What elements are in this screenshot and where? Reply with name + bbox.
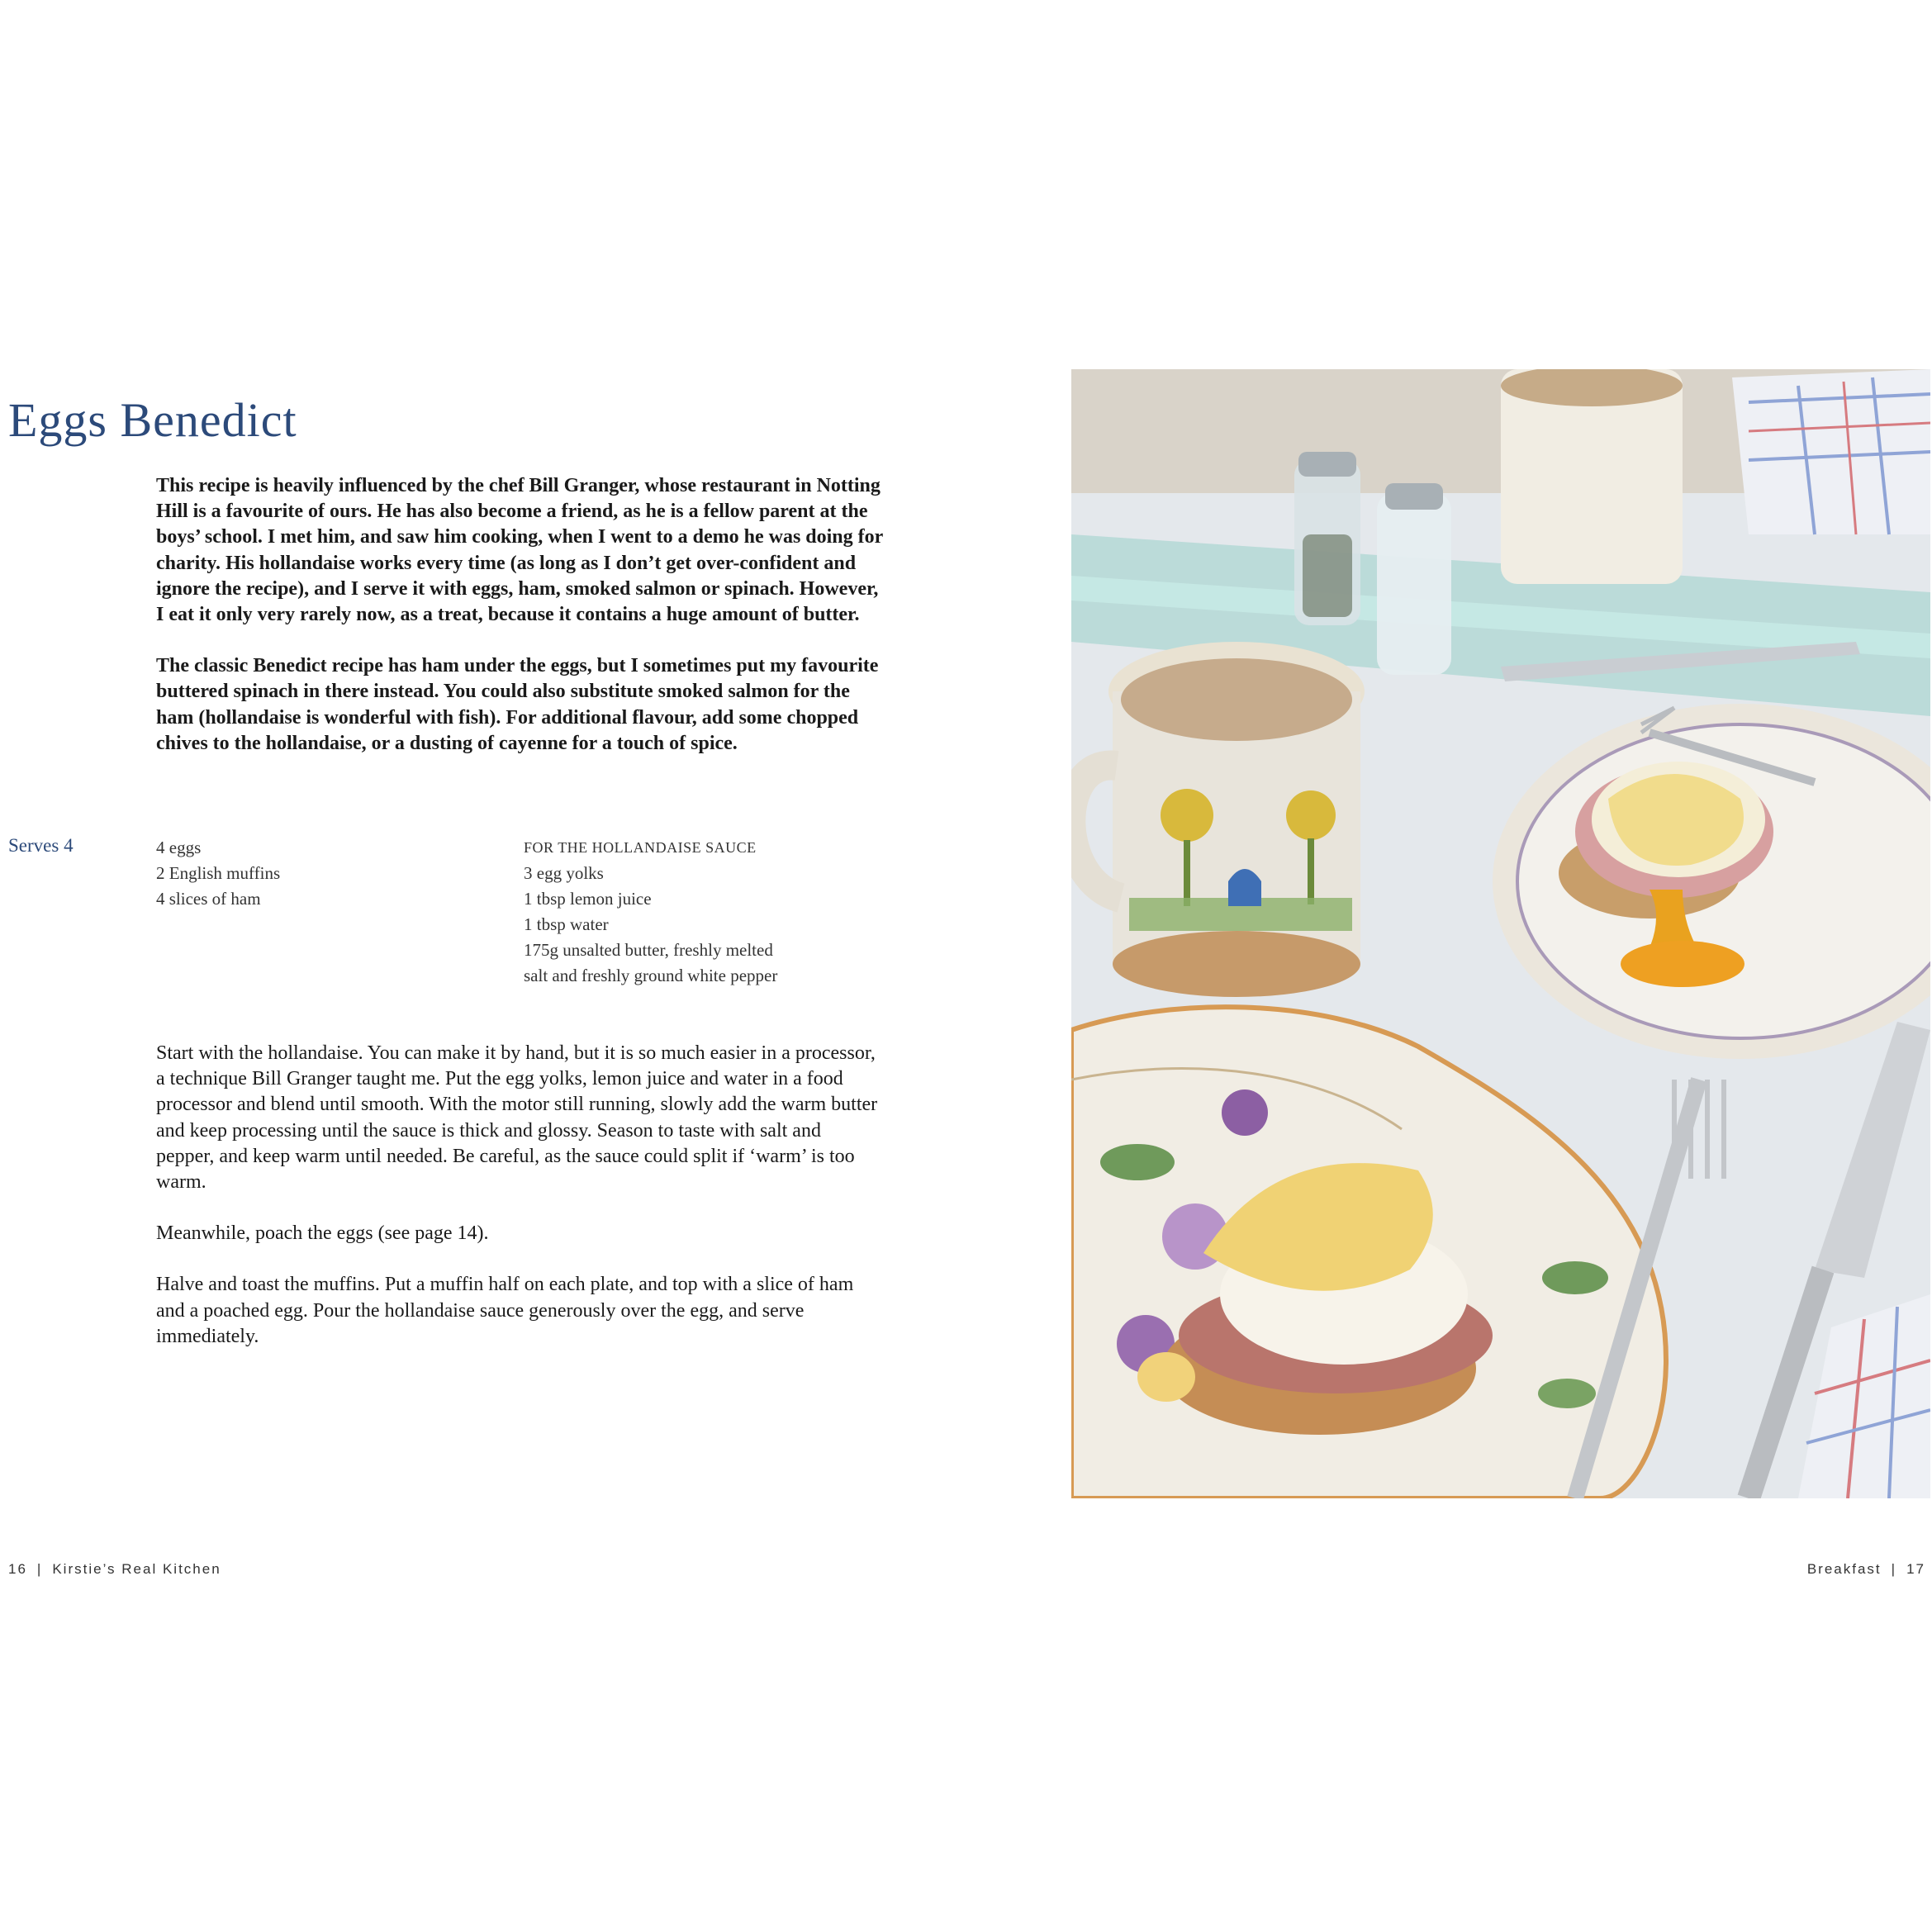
page-number-left: 16 — [8, 1561, 27, 1577]
sauce-ingredient-list — [524, 835, 777, 989]
method-step: Meanwhile, poach the eggs (see page 14). — [156, 1222, 489, 1245]
footer-left — [8, 1561, 221, 1578]
book-title: Kirstie’s Real Kitchen — [52, 1561, 221, 1577]
ingredient-item: 2 English muffins — [156, 863, 281, 883]
page-number-right: 17 — [1906, 1561, 1925, 1577]
ingredient-item: 1 tbsp lemon juice — [524, 889, 652, 909]
method-text — [156, 1041, 883, 1375]
footer-right — [1807, 1561, 1925, 1578]
intro-text — [156, 473, 883, 782]
ingredient-item: 4 slices of ham — [156, 889, 261, 909]
method-step: Halve and toast the muffins. Put a muffin half on each plate, and top with a slice of ham and a poached egg. Pour the hollandaise sauce generously over the egg, and serve immediately. — [156, 1274, 854, 1347]
sauce-heading: FOR THE HOLLANDAISE SAUCE — [524, 839, 757, 856]
footer-separator: | — [1891, 1561, 1897, 1577]
ingredient-item: 1 tbsp water — [524, 914, 609, 934]
method-step: Start with the hollandaise. You can make it by hand, but it is so much easier in a processor, a technique Bill Granger taught me. Put the egg yolks, lemon juice and water in a food processor and blend until smooth. With the motor still running, slowly add the warm butter and keep processing until the sauce is thick and glossy. Season to taste with salt and pepper, and keep warm until needed. Be careful, as the sauce could split if ‘warm’ is too warm. — [156, 1042, 878, 1194]
recipe-title: Eggs Benedict — [8, 392, 297, 447]
ingredient-item: 175g unsalted butter, freshly melted — [524, 940, 773, 960]
intro-paragraph: The classic Benedict recipe has ham under the eggs, but I sometimes put my favourite buttered spinach in there instead. You could also substitute smoked salmon for the ham (hollandaise is wonderful with fish). For additional flavour, add some chopped chives to the hollandaise, or a dusting of cayenne for a touch of spice. — [156, 655, 879, 754]
intro-paragraph: This recipe is heavily influenced by the chef Bill Granger, whose restaurant in Notting Hill is a favourite of ours. He has also become a friend, as he is a fellow parent at the boys’ school. I met him, and saw him cooking, when I went to a demo he was doing for charity. His hollandaise works every time (as long as I don’t get over-confident and ignore the recipe), and I serve it with eggs, ham, smoked salmon or spinach. However, I eat it only very rarely now, as a treat, because it contains a huge amount of butter. — [156, 475, 883, 626]
serves-label: Serves 4 — [8, 835, 74, 856]
ingredient-item: salt and freshly ground white pepper — [524, 966, 778, 985]
footer-separator: | — [36, 1561, 43, 1577]
section-name: Breakfast — [1806, 1561, 1882, 1577]
food-photo — [1071, 369, 1930, 1498]
ingredient-list — [156, 835, 280, 912]
ingredient-item: 3 egg yolks — [524, 863, 604, 883]
ingredient-item: 4 eggs — [156, 838, 202, 857]
